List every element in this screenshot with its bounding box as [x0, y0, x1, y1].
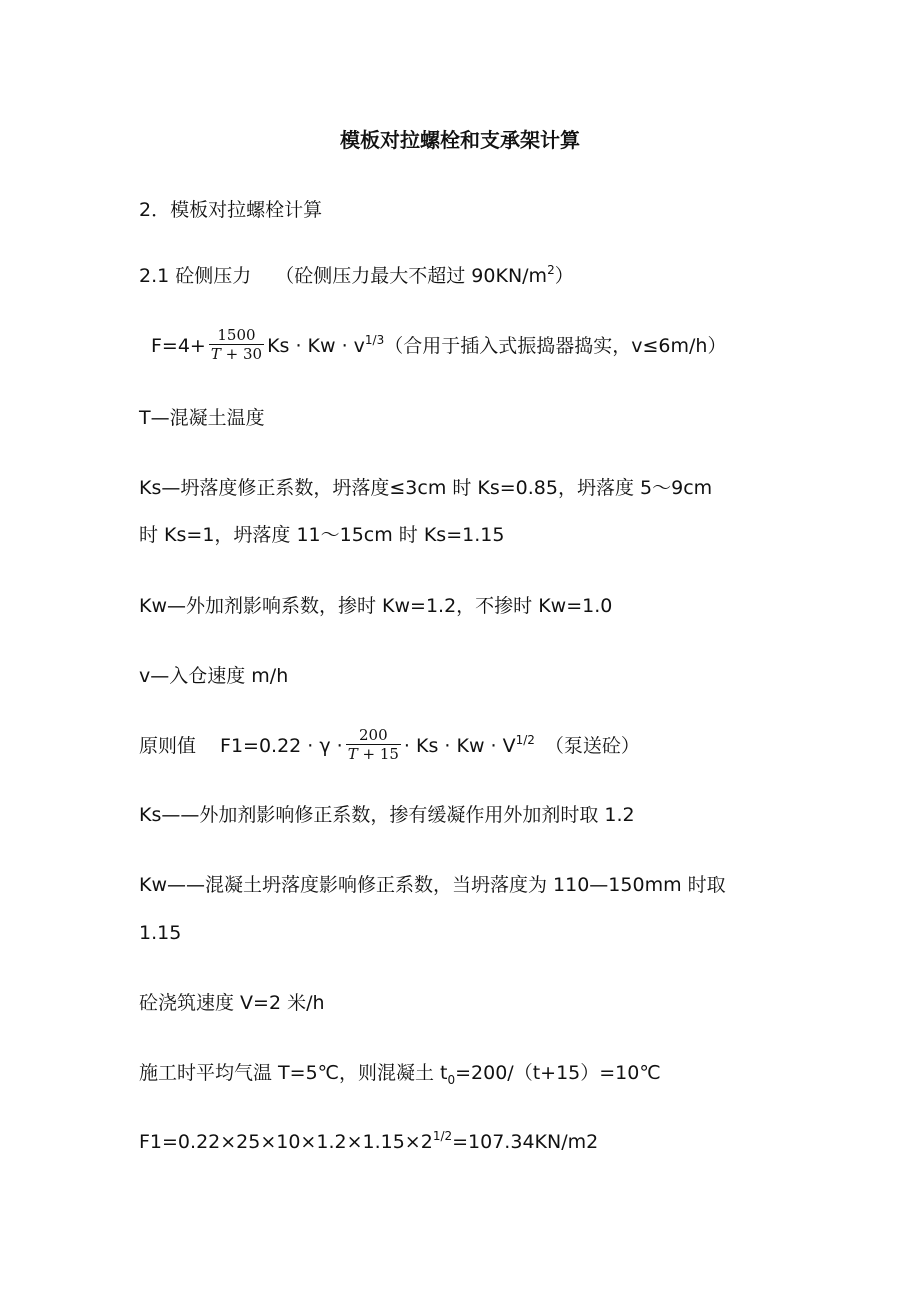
result-prefix: F1=0.22×25×10×1.2×1.15×2 [139, 1131, 433, 1153]
section-heading-2: 2．模板对拉螺栓计算 [139, 199, 323, 221]
formula-2-label: 原则值 [139, 735, 197, 757]
formula-2-den-var: T [347, 745, 358, 763]
definition-Kw-slump-line2: 1.15 [139, 922, 182, 944]
formula-1-suffix: （合用于插入式振捣器捣实，v≤6m/h） [384, 335, 727, 357]
temperature-calculation [139, 1059, 661, 1089]
formula-1-fraction [209, 326, 264, 363]
definition-Ks-line2: 时 Ks=1，坍落度 11～15cm 时 Ks=1.15 [139, 524, 505, 546]
formula-2-middle: · Ks · Kw · V [403, 735, 516, 757]
temp-subscript: 0 [447, 1073, 456, 1087]
formula-2-denominator [346, 745, 401, 763]
formula-1-den-var: T [210, 345, 221, 363]
document-title: 模板对拉螺栓和支承架计算 [340, 128, 580, 152]
result-suffix: =107.34KN/m2 [452, 1131, 599, 1153]
subsection-label: 2.1 砼侧压力 [139, 265, 252, 287]
temp-suffix: =200/（t+15）=10℃ [455, 1062, 661, 1084]
definition-v: v—入仓速度 m/h [139, 665, 289, 687]
subsection-heading-2-1 [139, 262, 574, 292]
formula-1-den-rest: + 30 [220, 345, 263, 363]
result-exponent: 1/2 [432, 1129, 453, 1143]
formula-2-numerator: 200 [346, 726, 401, 745]
formula-1-numerator: 1500 [209, 326, 264, 345]
formula-2-suffix: （泵送砼） [544, 735, 640, 757]
formula-1-middle: Ks · Kw · v [267, 335, 365, 357]
definition-T: T—混凝土温度 [139, 407, 265, 429]
note-close: ） [554, 265, 574, 287]
formula-1-prefix: F=4+ [151, 335, 206, 357]
formula-1-denominator [209, 345, 264, 363]
result-calculation [139, 1128, 598, 1158]
formula-2-den-rest: + 15 [357, 745, 399, 763]
definition-Ks-line1: Ks—坍落度修正系数，坍落度≤3cm 时 Ks=0.85，坍落度 5～9cm [139, 477, 713, 499]
note-superscript: 2 [547, 263, 555, 277]
definition-Kw: Kw—外加剂影响系数，掺时 Kw=1.2，不掺时 Kw=1.0 [139, 595, 613, 617]
subsection-note: （砼侧压力最大不超过 90KN/m [275, 265, 548, 287]
definition-Kw-slump-line1: Kw——混凝土坍落度影响修正系数，当坍落度为 110—150mm 时取 [139, 874, 726, 896]
formula-standard-value [139, 728, 640, 765]
formula-2-prefix: F1=0.22 · γ · [220, 735, 343, 757]
pour-speed: 砼浇筑速度 V=2 米/h [139, 992, 325, 1014]
formula-2-exponent: 1/2 [515, 733, 535, 747]
formula-lateral-pressure [151, 328, 726, 365]
definition-Ks-admixture: Ks——外加剂影响修正系数，掺有缓凝作用外加剂时取 1.2 [139, 804, 635, 826]
temp-prefix: 施工时平均气温 T=5℃，则混凝土 t [139, 1062, 448, 1084]
formula-1-exponent: 1/3 [364, 333, 385, 347]
formula-2-fraction [346, 726, 401, 763]
